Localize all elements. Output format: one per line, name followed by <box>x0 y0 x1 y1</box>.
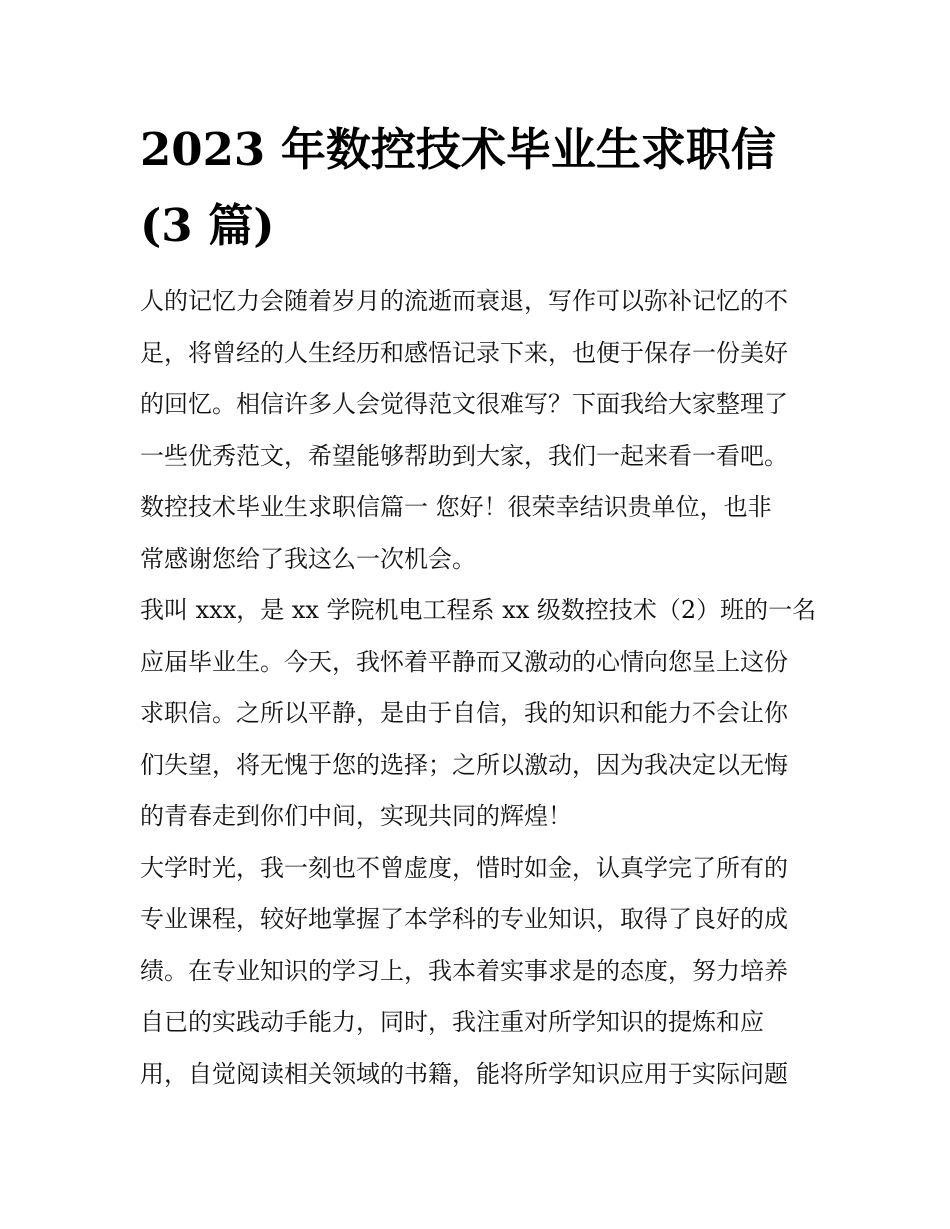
body-line: 常感谢您给了我这么一次机会。 <box>140 544 476 573</box>
document-body <box>140 276 830 1100</box>
document-title <box>140 112 820 264</box>
body-line: 们失望，将无愧于您的选择；之所以激动，因为我决定以无悔 <box>140 750 788 779</box>
body-line: 的回忆。相信许多人会觉得范文很难写？下面我给大家整理了 <box>140 390 788 418</box>
body-line: 应届毕业生。今天，我怀着平静而又激动的心情向您呈上这份 <box>140 647 788 676</box>
body-line: 人的记忆力会随着岁月的流逝而衰退，写作可以弥补记忆的不 <box>140 287 788 315</box>
body-line: 我叫 xxx，是 xx 学院机电工程系 xx 级数控技术（2）班的一名 <box>140 596 817 624</box>
body-line: 求职信。之所以平静，是由于自信，我的知识和能力不会让你 <box>140 699 788 727</box>
title-line: (3 篇) <box>140 199 275 252</box>
body-line: 的青春走到你们中间，实现共同的辉煌！ <box>140 802 572 830</box>
body-line: 大学时光，我一刻也不曾虚度，惜时如金，认真学完了所有的 <box>140 853 788 882</box>
body-line: 自已的实践动手能力，同时，我注重对所学知识的提炼和应 <box>140 1008 764 1036</box>
body-line: 用，自觉阅读相关领域的书籍，能将所学知识应用于实际问题 <box>140 1059 788 1088</box>
body-line: 专业课程，较好地掌握了本学科的专业知识，取得了良好的成 <box>140 905 788 933</box>
body-line: 一些优秀范文，希望能够帮助到大家，我们一起来看一看吧。 <box>140 441 788 470</box>
body-line: 足，将曾经的人生经历和感悟记录下来，也便于保存一份美好 <box>140 338 788 367</box>
title-line: 2023 年数控技术毕业生求职信 <box>140 123 776 176</box>
body-line: 绩。在专业知识的学习上，我本着实事求是的态度，努力培养 <box>140 956 788 985</box>
body-line: 数控技术毕业生求职信篇一 您好！很荣幸结识贵单位，也非 <box>140 493 772 521</box>
